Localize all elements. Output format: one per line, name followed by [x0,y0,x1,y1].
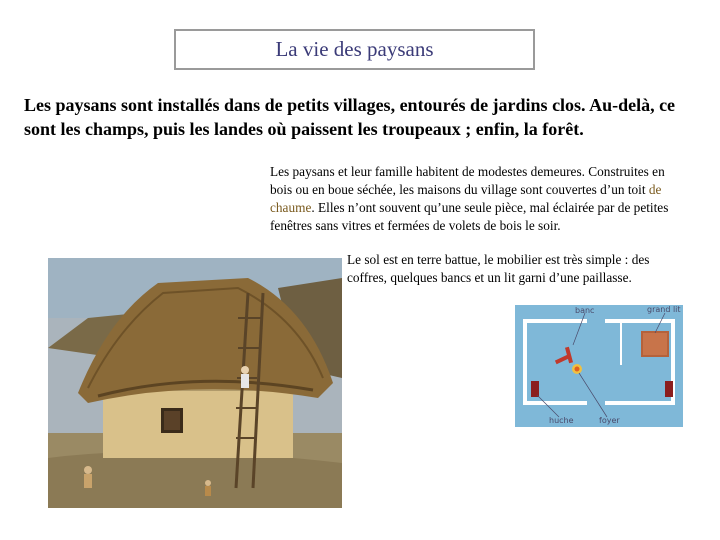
floor-plan-diagram [515,305,683,427]
title-box [174,29,535,70]
page-title: La vie des paysans [275,37,434,61]
plan-label-huche: huche [549,416,574,425]
paragraph-housing-part2: . Elles n’ont souvent qu’une seule pièce, mal éclairée par de petites fenêtres sans vitres et fermées de volets de bois le soir. [270,200,669,233]
plan-label-foyer: foyer [599,416,620,425]
plan-label-grand-lit: grand lit [647,305,681,314]
paragraph-housing [270,163,680,235]
paragraph-housing-part1: Les paysans et leur famille habitent de modestes demeures. Construites en bois ou en boue séchée, les maisons du village sont couvertes d’un toit [270,164,665,197]
paragraph-furniture: Le sol est en terre battue, le mobilier est très simple : des coffres, quelques bancs et un lit garni d’une paillasse. [347,252,650,285]
thatched-house-photo [48,258,342,508]
thatch-highlight: de chaume [270,182,662,215]
intro-text: Les paysans sont installés dans de petits villages, entourés de jardins clos. Au-delà, ce sont les champs, puis les landes où paissent les troupeaux ; enfin, la forêt. [24,95,676,139]
plan-label-banc: banc [575,306,595,315]
